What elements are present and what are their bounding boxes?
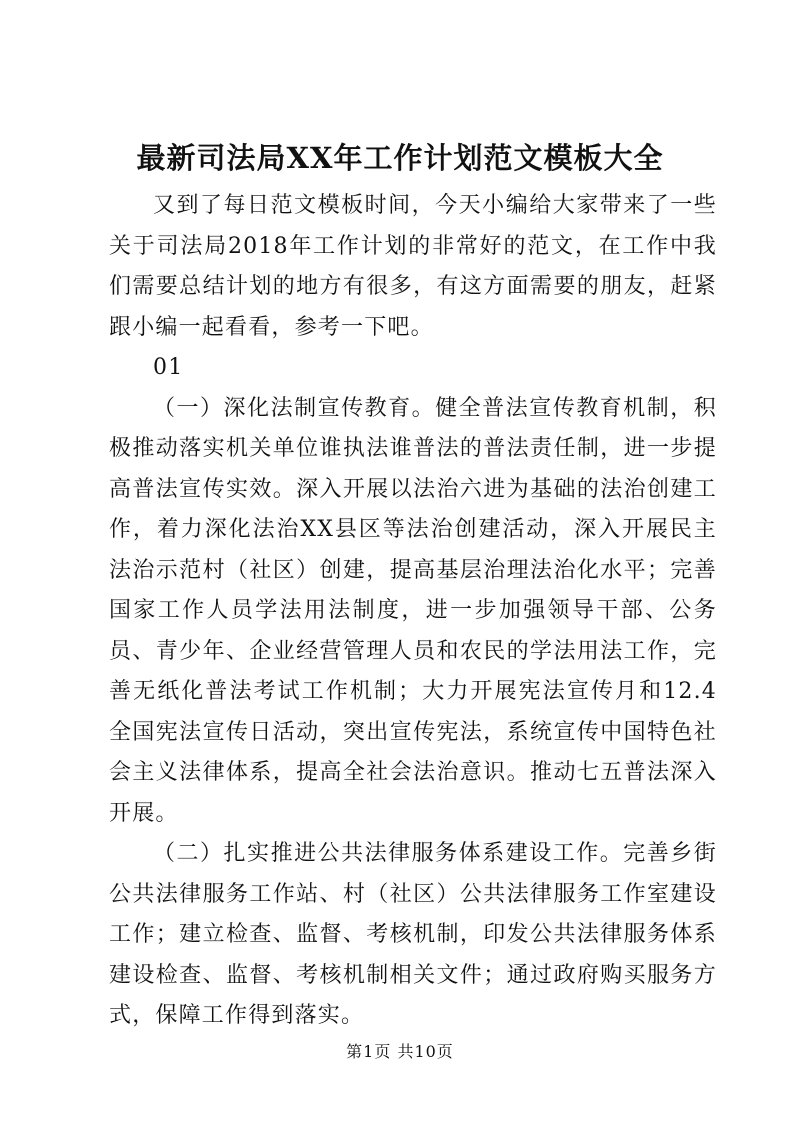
paragraph-legal-education: （一）深化法制宣传教育。健全普法宣传教育机制，积极推动落实机关单位谁执法谁普法的普法责任制，进一步提高普法宣传实效。深入开展以法治六进为基础的法治创建工作，着力深化法治XX县区等法治创建活动，深入开展民主法治示范村（社区）创建，提高基层治理法治化水平；完善国家工作人员学法用法制度，进一步加强领导干部、公务员、青少年、企业经营管理人员和农民的学法用法工作，完善无纸化普法考试工作机制；大力开展宪法宣传月和12.4全国宪法宣传日活动，突出宣传宪法，系统宣传中国特色社会主义法律体系，提高全社会法治意识。推动七五普法深入开展。 [109,395,717,826]
section-number: 01 [153,355,184,380]
document-body [109,186,717,1037]
paragraph-public-legal-service: （二）扎实推进公共法律服务体系建设工作。完善乡街公共法律服务工作站、村（社区）公共法律服务工作室建设工作；建立检查、监督、考核机制，印发公共法律服务体系建设检查、监督、考核机制相关文件；通过政府购买服务方式，保障工作得到落实。 [109,841,717,1028]
document-title: 最新司法局XX年工作计划范文模板大全 [136,141,664,175]
page-number-footer: 第1页 共10页 [346,1042,454,1061]
intro-paragraph: 又到了每日范文模板时间，今天小编给大家带来了一些关于司法局2018年工作计划的非常好的范文，在工作中我们需要总结计划的地方有很多，有这方面需要的朋友，赶紧跟小编一起看看，参考一下吧。 [109,193,717,340]
